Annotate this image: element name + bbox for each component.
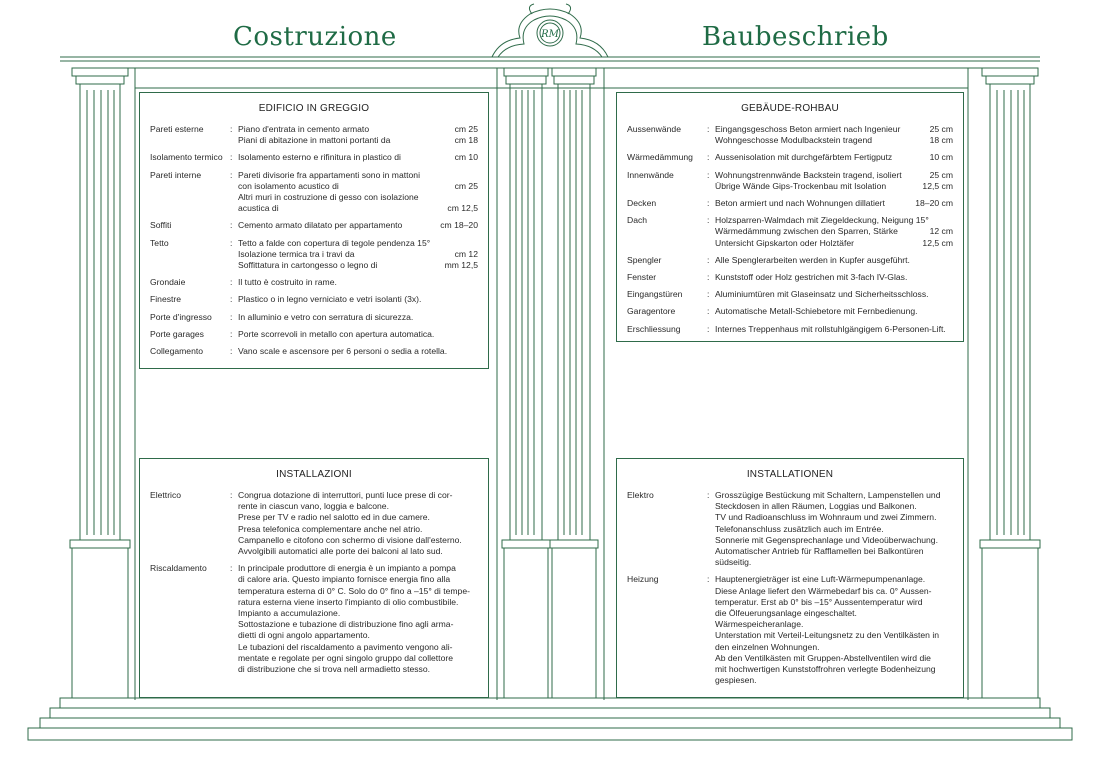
page-title-italian: Costruzione xyxy=(233,22,397,52)
spec-line xyxy=(715,170,953,181)
spec-text xyxy=(715,215,953,249)
spec-label: Grondaie xyxy=(150,277,186,288)
spec-label: Aussenwände xyxy=(627,124,681,134)
spec-text xyxy=(715,324,953,335)
spec-line xyxy=(238,563,478,574)
spec-line-text: Piano d'entrata in cemento armato xyxy=(238,124,370,134)
spec-line xyxy=(238,490,478,501)
spec-line xyxy=(715,675,953,686)
spec-line xyxy=(238,135,478,146)
spec-line xyxy=(715,524,953,535)
panel-installazioni xyxy=(139,458,489,698)
spec-line xyxy=(238,277,478,288)
spec-value: 18–20 cm xyxy=(915,198,953,209)
spec-line-text: rente in ciascun vano, loggia e balcone. xyxy=(238,501,389,512)
spec-text xyxy=(238,238,478,272)
spec-line xyxy=(238,586,478,597)
separator: : xyxy=(230,220,233,231)
spec-line-text: Altri muri in costruzione di gesso con isolazione xyxy=(238,192,419,203)
spec-value: cm 18–20 xyxy=(440,220,478,231)
spec-text xyxy=(238,329,478,340)
spec-line-text: Avvolgibili automatici alle porte dei balconi al lato sud. xyxy=(238,546,443,557)
spec-line xyxy=(238,664,478,675)
svg-text:RM: RM xyxy=(541,29,559,40)
spec-row xyxy=(150,563,478,675)
spec-row xyxy=(150,312,478,323)
spec-line-text: Diese Anlage liefert den Wärmebedarf bis ca. 0° Aussen- xyxy=(715,585,932,596)
spec-line xyxy=(715,619,953,630)
spec-label: Garagentore xyxy=(627,306,676,317)
spec-line xyxy=(238,152,478,163)
separator: : xyxy=(707,169,710,180)
spec-label: Spengler xyxy=(627,254,662,265)
spec-label: Wärmedämmung xyxy=(627,152,693,163)
spec-line-text: Isolazione termica tra i travi da xyxy=(238,248,355,259)
spec-row xyxy=(627,306,953,317)
spec-line-text: Beton armiert und nach Wohnungen dillatiert xyxy=(715,198,885,209)
spec-line-text: acustica di xyxy=(238,203,279,214)
spec-line xyxy=(715,642,953,653)
spec-line xyxy=(715,490,953,501)
spec-row xyxy=(150,238,478,272)
spec-line-text: Il tutto è costruito in rame. xyxy=(238,277,337,288)
spec-line xyxy=(238,546,478,557)
spec-value: cm 12 xyxy=(454,248,478,259)
spec-row xyxy=(150,490,478,557)
spec-line-text: Wohnungstrennwände Backstein tragend, isoliert xyxy=(715,169,902,180)
spec-row xyxy=(150,346,478,357)
spec-row xyxy=(150,124,478,146)
spec-label: Porte d'ingresso xyxy=(150,311,212,322)
spec-label: Isolamento termico xyxy=(150,152,223,163)
spec-line-text: Cemento armato dilatato per appartamento xyxy=(238,220,403,231)
spec-label: Elettrico xyxy=(150,490,182,500)
spec-label: Soffiti xyxy=(150,220,172,231)
spec-line xyxy=(715,226,953,237)
spec-text xyxy=(238,312,478,323)
spec-text xyxy=(715,170,953,192)
panel-gebaeude-rohbau xyxy=(616,92,964,342)
spec-line xyxy=(715,608,953,619)
spec-line xyxy=(715,664,953,675)
panel-title: GEBÄUDE-ROHBAU xyxy=(741,103,839,114)
spec-line-text: dietti di ogni angolo appartamento. xyxy=(238,630,370,641)
spec-line-text: Aussenisolation mit durchgefärbtem Fertigputz xyxy=(715,152,893,163)
spec-line xyxy=(238,346,478,357)
spec-line-text: Aluminiumtüren mit Glaseinsatz und Sicherheitsschloss. xyxy=(715,289,929,300)
spec-line-text: Wärmespeicheranlage. xyxy=(715,619,804,630)
spec-line-text: südseitig. xyxy=(715,557,752,568)
spec-text xyxy=(238,220,478,231)
separator: : xyxy=(230,152,233,163)
spec-line xyxy=(715,574,953,585)
spec-line xyxy=(238,329,478,340)
spec-label: Pareti esterne xyxy=(150,124,204,134)
spec-list xyxy=(150,490,478,675)
spec-line xyxy=(715,630,953,641)
spec-line-text: Internes Treppenhaus mit rollstuhlgängigem 6-Personen-Lift. xyxy=(715,323,946,334)
separator: : xyxy=(230,169,233,180)
spec-line-text: Kunststoff oder Holz gestrichen mit 3-fach IV-Glas. xyxy=(715,272,908,283)
spec-label: Elektro xyxy=(627,490,654,500)
spec-label: Collegamento xyxy=(150,346,204,357)
spec-line xyxy=(715,198,953,209)
spec-row xyxy=(150,294,478,305)
spec-line xyxy=(238,630,478,641)
spec-label: Innenwände xyxy=(627,169,674,180)
spec-text xyxy=(715,306,953,317)
spec-line-text: Übrige Wände Gips-Trockenbau mit Isolation xyxy=(715,180,887,191)
spec-line-text: Automatische Metall-Schiebetore mit Fernbedienung. xyxy=(715,306,918,317)
spec-list xyxy=(150,124,478,357)
spec-line-text: Campanello e citofono con schermo di visione dall'esterno. xyxy=(238,534,462,545)
spec-line-text: Sonnerie mit Gegensprechanlage und Videoüberwachung. xyxy=(715,534,938,545)
spec-line-text: gespiesen. xyxy=(715,675,757,686)
spec-label: Dach xyxy=(627,215,648,226)
spec-text xyxy=(238,490,478,557)
spec-value: 25 cm xyxy=(929,169,953,180)
separator: : xyxy=(230,490,233,500)
spec-value: cm 25 xyxy=(454,124,478,134)
spec-line xyxy=(238,192,478,203)
spec-text xyxy=(715,152,953,163)
spec-line-text: die Ölfeuerungsanlage eingeschaltet. xyxy=(715,608,857,619)
spec-label: Erschliessung xyxy=(627,323,681,334)
separator: : xyxy=(707,574,710,585)
spec-line-text: Telefonanschluss zusätzlich auch im Entrée. xyxy=(715,523,884,534)
spec-value: 12,5 cm xyxy=(922,180,953,191)
spec-line-text: Congrua dotazione di interruttori, punti luce prese di cor- xyxy=(238,490,453,500)
spec-line-text: Hauptenergieträger ist eine Luft-Wärmepumpenanlage. xyxy=(715,574,926,585)
spec-line xyxy=(715,135,953,146)
spec-row xyxy=(627,272,953,283)
page-title-german: Baubeschrieb xyxy=(702,22,889,52)
separator: : xyxy=(707,152,710,163)
spec-line-text: temperatur. Erst ab 0° bis –15° Aussentemperatur wird xyxy=(715,596,923,607)
spec-value: 18 cm xyxy=(929,135,953,146)
spec-row xyxy=(150,277,478,288)
spec-line xyxy=(238,597,478,608)
spec-text xyxy=(238,277,478,288)
spec-label: Pareti interne xyxy=(150,169,202,180)
spec-line xyxy=(715,324,953,335)
spec-line xyxy=(715,512,953,523)
panel-title: INSTALLATIONEN xyxy=(746,469,834,480)
spec-line-text: Steckdosen in allen Räumen, Loggias und Balkonen. xyxy=(715,501,917,512)
spec-line xyxy=(238,312,478,323)
spec-line xyxy=(715,306,953,317)
spec-text xyxy=(238,346,478,357)
spec-line-text: Unterstation mit Verteil-Leitungsnetz zu den Ventilkästen in xyxy=(715,630,940,641)
spec-line xyxy=(715,181,953,192)
separator: : xyxy=(707,198,710,209)
spec-line xyxy=(715,597,953,608)
spec-line xyxy=(715,501,953,512)
spec-line xyxy=(715,255,953,266)
spec-line-text: Wärmedämmung zwischen den Sparren, Stärke xyxy=(715,226,898,237)
spec-line-text: temperatura esterna di 0° C. Solo do 0° fino a –15° di tempe- xyxy=(238,585,470,596)
spec-row xyxy=(627,289,953,300)
spec-text xyxy=(238,563,478,675)
separator: : xyxy=(707,254,710,265)
spec-line-text: Automatischer Antrieb für Rafflamellen bei Balkontüren xyxy=(715,546,924,557)
spec-line xyxy=(238,238,478,249)
spec-row xyxy=(627,324,953,335)
spec-line-text: Prese per TV e radio nel salotto ed in due camere. xyxy=(238,512,430,523)
spec-line xyxy=(715,535,953,546)
spec-text xyxy=(715,272,953,283)
spec-line xyxy=(715,124,953,135)
separator: : xyxy=(707,215,710,226)
spec-row xyxy=(627,490,953,568)
spec-list xyxy=(627,490,953,686)
spec-line-text: Ab den Ventilkästen mit Gruppen-Abstellventilen wird die xyxy=(715,652,931,663)
spec-line-text: Presa telefonica complementare anche nel atrio. xyxy=(238,523,423,534)
spec-line xyxy=(715,546,953,557)
separator: : xyxy=(230,277,233,288)
separator: : xyxy=(707,306,710,317)
spec-line-text: di distribuzione che si trova nell armadietto stesso. xyxy=(238,664,431,675)
spec-value: 12 cm xyxy=(929,226,953,237)
spec-row xyxy=(150,220,478,231)
separator: : xyxy=(230,124,233,134)
spec-label: Eingangstüren xyxy=(627,289,683,300)
spec-line-text: Soffittatura in cartongesso o legno di xyxy=(238,260,378,271)
spec-value: cm 25 xyxy=(454,180,478,191)
spec-row xyxy=(627,255,953,266)
spec-line xyxy=(238,170,478,181)
spec-line xyxy=(715,653,953,664)
spec-line-text: Piani di abitazione in mattoni portanti da xyxy=(238,135,391,146)
spec-text xyxy=(238,124,478,146)
spec-row xyxy=(627,170,953,192)
spec-row xyxy=(627,124,953,146)
panel-edificio-in-greggio xyxy=(139,92,489,369)
spec-line xyxy=(715,152,953,163)
spec-line-text: Isolamento esterno e rifinitura in plastico di xyxy=(238,152,401,163)
separator: : xyxy=(707,490,710,500)
spec-line xyxy=(238,294,478,305)
spec-label: Riscaldamento xyxy=(150,563,207,574)
spec-line xyxy=(715,238,953,249)
spec-line xyxy=(238,535,478,546)
spec-value: 10 cm xyxy=(929,152,953,163)
spec-text xyxy=(715,289,953,300)
spec-line xyxy=(238,619,478,630)
separator: : xyxy=(230,328,233,339)
spec-line-text: In alluminio e vetro con serratura di sicurezza. xyxy=(238,311,414,322)
separator: : xyxy=(230,237,233,248)
spec-line-text: Untersicht Gipskarton oder Holztäfer xyxy=(715,237,854,248)
spec-label: Decken xyxy=(627,198,657,209)
spec-list xyxy=(627,124,953,335)
spec-line-text: Grosszügige Bestückung mit Schaltern, Lampenstellen und xyxy=(715,490,941,500)
spec-line xyxy=(238,524,478,535)
spec-line xyxy=(238,642,478,653)
spec-text xyxy=(238,152,478,163)
spec-line-text: Le tubazioni del riscaldamento a pavimento vengono ali- xyxy=(238,641,453,652)
spec-line xyxy=(238,512,478,523)
spec-value: cm 12,5 xyxy=(447,203,478,214)
spec-value: mm 12,5 xyxy=(444,260,478,271)
spec-text xyxy=(715,124,953,146)
separator: : xyxy=(707,323,710,334)
spec-text xyxy=(715,198,953,209)
spec-line xyxy=(715,289,953,300)
spec-line xyxy=(715,272,953,283)
spec-line-text: Pareti divisorie fra appartamenti sono in mattoni xyxy=(238,169,420,180)
spec-line-text: Holzsparren-Walmdach mit Ziegeldeckung, Neigung 15° xyxy=(715,215,929,226)
spec-line xyxy=(238,608,478,619)
spec-line xyxy=(238,181,478,192)
spec-label: Finestre xyxy=(150,294,182,305)
spec-text xyxy=(715,574,953,686)
spec-line-text: con isolamento acustico di xyxy=(238,180,339,191)
separator: : xyxy=(230,563,233,574)
panel-title: INSTALLAZIONI xyxy=(276,469,352,480)
spec-text xyxy=(715,255,953,266)
spec-line-text: Alle Spenglerarbeiten werden in Kupfer ausgeführt. xyxy=(715,254,910,265)
spec-line xyxy=(238,653,478,664)
spec-line-text: Vano scale e ascensore per 6 personi o sedia a rotella. xyxy=(238,346,448,357)
spec-line-text: TV und Radioanschluss im Wohnraum und zwei Zimmern. xyxy=(715,512,937,523)
spec-value: 25 cm xyxy=(929,124,953,134)
spec-line xyxy=(238,124,478,135)
spec-value: 12,5 cm xyxy=(922,237,953,248)
spec-line xyxy=(238,220,478,231)
spec-label: Heizung xyxy=(627,574,659,585)
spec-label: Tetto xyxy=(150,237,169,248)
separator: : xyxy=(707,272,710,283)
spec-line xyxy=(238,574,478,585)
spec-row xyxy=(150,170,478,215)
spec-line xyxy=(238,260,478,271)
spec-line-text: mit hochwertigen Kunststoffrohren verlegte Bodenheizung xyxy=(715,664,936,675)
spec-text xyxy=(715,490,953,568)
spec-line xyxy=(238,203,478,214)
panel-installationen xyxy=(616,458,964,698)
spec-line xyxy=(715,557,953,568)
spec-row xyxy=(627,574,953,686)
spec-line-text: Plastico o in legno verniciato e vetri isolanti (3x). xyxy=(238,294,422,305)
spec-line-text: Impianto a accumulazione. xyxy=(238,608,341,619)
spec-row xyxy=(627,152,953,163)
separator: : xyxy=(707,289,710,300)
spec-row xyxy=(627,198,953,209)
spec-line-text: Sottostazione e tubazione di distribuzione fino agli arma- xyxy=(238,619,454,630)
spec-line xyxy=(238,501,478,512)
spec-line-text: di calore aria. Questo impianto fornisce energia fino alla xyxy=(238,574,451,585)
spec-line xyxy=(715,215,953,226)
spec-value: cm 18 xyxy=(454,135,478,146)
spec-line-text: ratura esterna viene inserto l'impianto di olio combustibile. xyxy=(238,596,459,607)
spec-line-text: den einzelnen Wohnungen. xyxy=(715,641,820,652)
spec-row xyxy=(627,215,953,249)
separator: : xyxy=(230,346,233,357)
panel-title: EDIFICIO IN GREGGIO xyxy=(258,103,370,114)
spec-line-text: In principale produttore di energia è un impianto a pompa xyxy=(238,563,456,574)
spec-line-text: Tetto a falde con copertura di tegole pendenza 15° xyxy=(238,237,431,248)
spec-text xyxy=(238,170,478,215)
spec-row xyxy=(150,329,478,340)
spec-line-text: Porte scorrevoli in metallo con apertura automatica. xyxy=(238,328,435,339)
spec-line-text: mentate e regolate per ogni singolo gruppo dal collettore xyxy=(238,652,453,663)
separator: : xyxy=(230,294,233,305)
spec-line xyxy=(715,586,953,597)
spec-label: Fenster xyxy=(627,272,657,283)
separator: : xyxy=(230,311,233,322)
spec-line-text: Eingangsgeschoss Beton armiert nach Ingenieur xyxy=(715,124,901,134)
spec-line-text: Wohngeschosse Modulbackstein tragend xyxy=(715,135,873,146)
spec-label: Porte garages xyxy=(150,328,204,339)
spec-value: cm 10 xyxy=(454,152,478,163)
spec-line xyxy=(238,249,478,260)
separator: : xyxy=(707,124,710,134)
spec-text xyxy=(238,294,478,305)
spec-row xyxy=(150,152,478,163)
